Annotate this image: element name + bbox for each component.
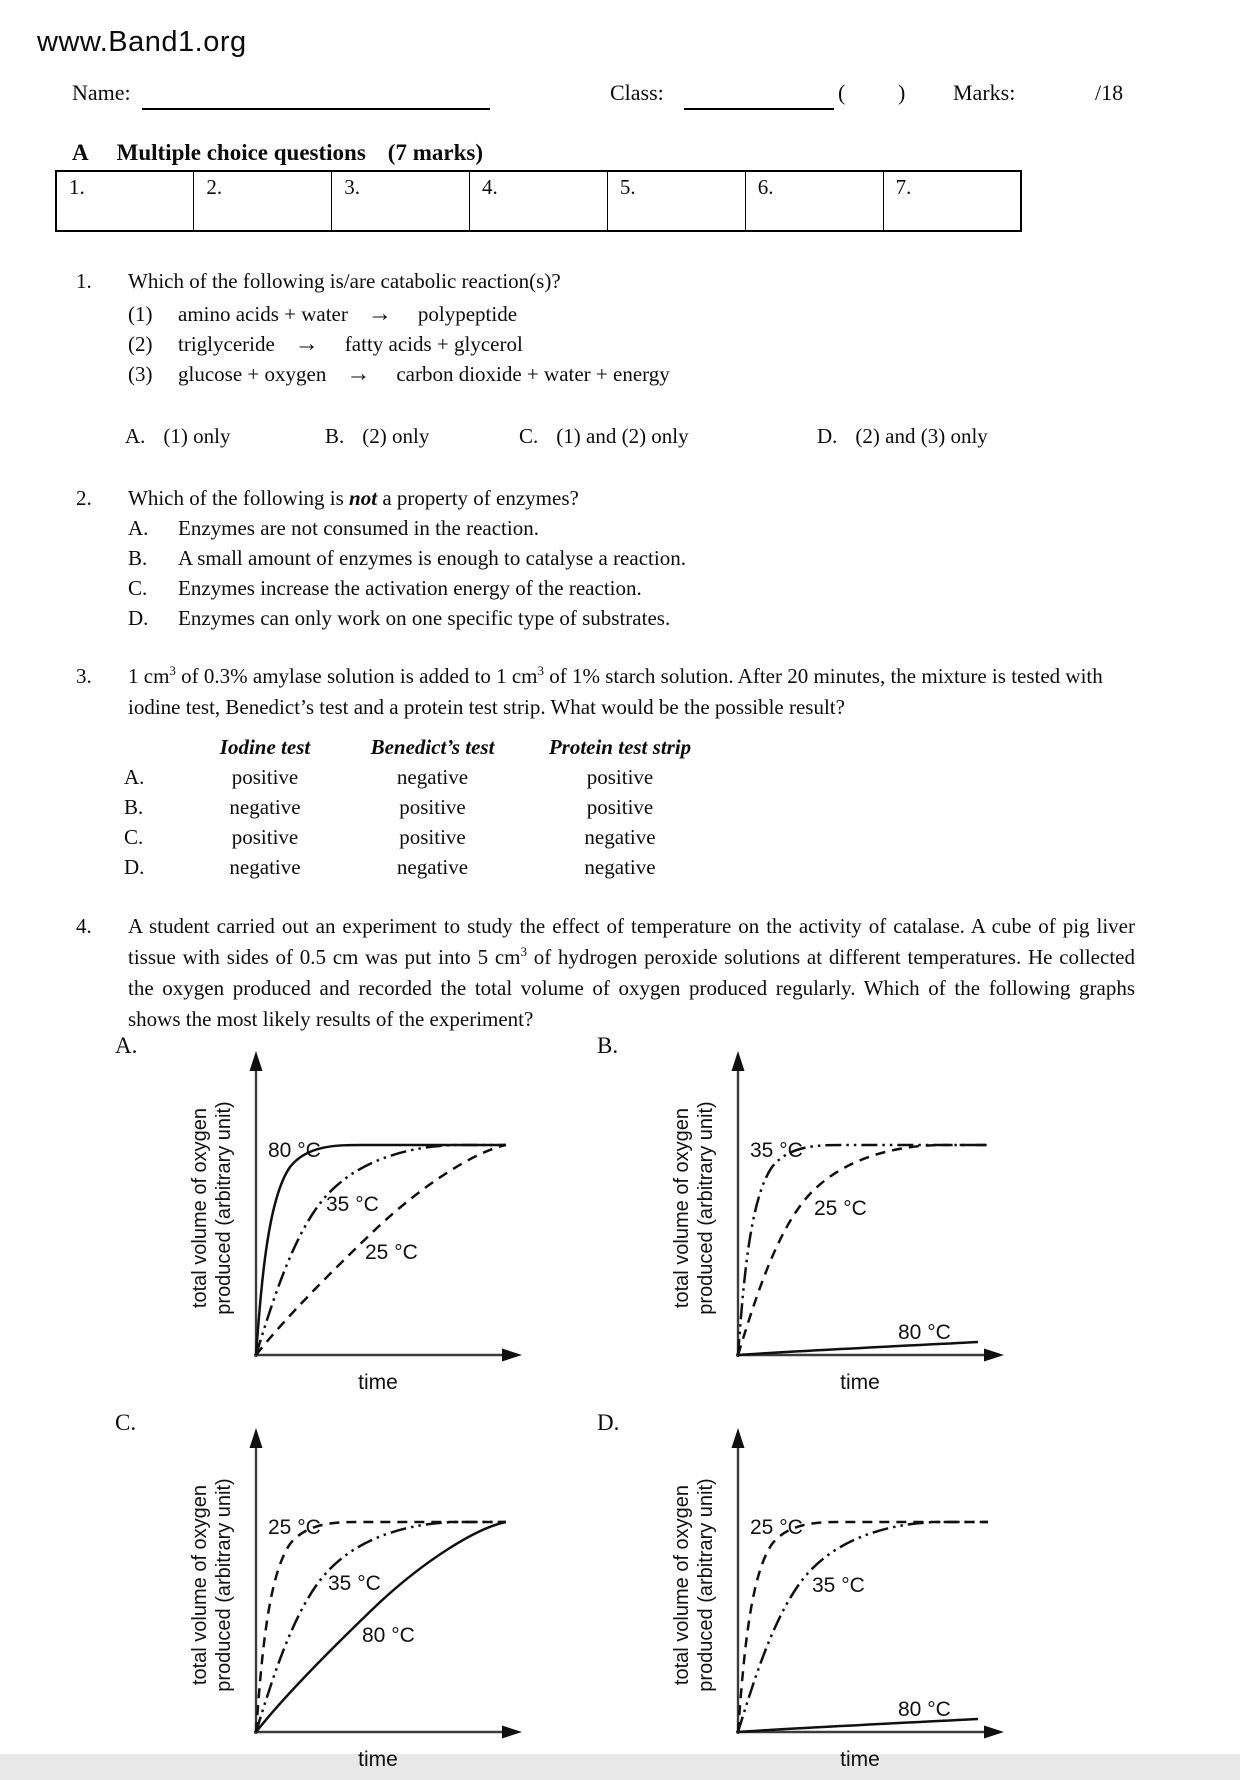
- graph-c-letter: C.: [115, 1410, 137, 1435]
- y-axis-label-line1: total volume of oxygen: [671, 1107, 693, 1309]
- x-axis-arrow-icon: [502, 1349, 522, 1362]
- emphasized-not: not: [349, 486, 378, 510]
- test-results-header-row: [124, 732, 1128, 762]
- option-d-text: Enzymes can only work on one specific type of substrates.: [178, 606, 671, 630]
- question-4-stem: [76, 911, 1135, 1035]
- option-a-letter: A.: [128, 516, 149, 540]
- answer-cell-2: 2.: [194, 171, 332, 231]
- class-label: Class:: [610, 80, 664, 105]
- option-c-text: Enzymes increase the activation energy of the reaction.: [178, 576, 642, 600]
- x-axis-label: time: [358, 1371, 398, 1394]
- y-axis-arrow-icon: [732, 1428, 745, 1448]
- curve-label-25c: 25 °C: [365, 1241, 418, 1264]
- column-header-benedict: Benedict’s test: [370, 735, 495, 759]
- option-c: [519, 421, 689, 451]
- graph-b-letter: B.: [597, 1033, 619, 1058]
- class-number-paren-open: (: [838, 80, 846, 105]
- answer-cell-1: 1.: [56, 171, 194, 231]
- class-blank-line: [684, 108, 834, 110]
- y-axis-label-line2: produced (arbitrary unit): [213, 1101, 235, 1315]
- y-axis-label-line2: produced (arbitrary unit): [695, 1478, 717, 1692]
- question-1-stem: [76, 266, 670, 296]
- curve-label-25c: 25 °C: [268, 1516, 321, 1539]
- question-4: [76, 911, 1135, 1035]
- reaction-3-number: (3): [128, 362, 153, 386]
- y-axis-arrow-icon: [250, 1428, 263, 1448]
- graph-option-b: [592, 1031, 1072, 1403]
- reaction-1-number: (1): [128, 302, 153, 326]
- graph-option-c: [110, 1408, 590, 1780]
- row-d-benedict: negative: [396, 855, 469, 879]
- option-a-text: (1) only: [163, 424, 231, 448]
- reaction-2-number: (2): [128, 332, 153, 356]
- reaction-item-3: [128, 359, 670, 389]
- question-2: [76, 483, 686, 633]
- table-row-d: [124, 852, 1128, 882]
- answer-cell-7: 7.: [883, 171, 1021, 231]
- section-title: Multiple choice questions: [116, 140, 366, 165]
- curve-label-80c: 80 °C: [898, 1321, 951, 1344]
- y-axis-label-line1: total volume of oxygen: [671, 1484, 693, 1686]
- x-axis-arrow-icon: [984, 1726, 1004, 1739]
- column-header-protein: Protein test strip: [548, 735, 692, 759]
- y-axis-label-line1: total volume of oxygen: [189, 1107, 211, 1309]
- section-heading: [72, 140, 483, 166]
- curve-label-35c: 35 °C: [750, 1139, 803, 1162]
- answer-cell-3: 3.: [332, 171, 470, 231]
- option-d: [817, 421, 988, 451]
- question-3: [76, 661, 1128, 882]
- x-axis-label: time: [840, 1748, 880, 1771]
- question-1: [76, 266, 988, 455]
- option-c-letter: C.: [128, 576, 148, 600]
- reaction-1-products: polypeptide: [417, 302, 518, 326]
- table-row-c: [124, 822, 1128, 852]
- class-number-paren-close: ): [898, 80, 906, 105]
- superscript-3: 3: [537, 663, 545, 678]
- option-b-text: A small amount of enzymes is enough to catalyse a reaction.: [178, 546, 686, 570]
- column-header-iodine: Iodine test: [219, 735, 311, 759]
- curve-label-25c: 25 °C: [814, 1197, 867, 1220]
- graph-c-plot: [120, 1422, 550, 1772]
- x-axis-label: time: [840, 1371, 880, 1394]
- table-row-b: [124, 792, 1128, 822]
- curve-label-35c: 35 °C: [812, 1574, 865, 1597]
- y-axis-label-line2: produced (arbitrary unit): [213, 1478, 235, 1692]
- row-a-protein: positive: [586, 765, 654, 789]
- option-b: [325, 421, 429, 451]
- option-c: [128, 573, 686, 603]
- table-row-a: [124, 762, 1128, 792]
- x-axis-arrow-icon: [984, 1349, 1004, 1362]
- option-c-text: (1) and (2) only: [556, 424, 689, 448]
- answer-cell-6: 6.: [745, 171, 883, 231]
- row-c-benedict: positive: [399, 825, 466, 849]
- option-b: [128, 543, 686, 573]
- option-d: [128, 603, 686, 633]
- reaction-3-products: carbon dioxide + water + energy: [396, 362, 670, 386]
- section-marks: (7 marks): [387, 140, 483, 165]
- option-d-text: (2) and (3) only: [855, 424, 988, 448]
- question-3-number: 3.: [76, 664, 92, 688]
- test-results-table: [124, 732, 1128, 882]
- row-b-letter: B.: [124, 795, 144, 819]
- row-d-protein: negative: [584, 855, 656, 879]
- superscript-3: 3: [520, 944, 527, 959]
- curve-label-80c: 80 °C: [362, 1624, 415, 1647]
- row-a-letter: A.: [124, 765, 145, 789]
- question-4-stem-text: A student carried out an experiment to study the effect of temperature on the activity of catalase. A cube of pig liver tissue with sides of 0.5 cm was put into 5 $cm^3$ of hydrogen peroxide solutions at different temperatures. He collected the oxygen produced and recorded the total volume of oxygen produced regularly. Which of the following graphs shows the most likely results of the experiment?: [128, 914, 1135, 1031]
- answer-cell-5: 5.: [607, 171, 745, 231]
- question-2-number: 2.: [76, 486, 92, 510]
- reaction-item-1: [128, 299, 670, 329]
- graph-a-letter: A.: [115, 1033, 138, 1058]
- graph-d-letter: D.: [597, 1410, 620, 1435]
- y-axis-label-line2: produced (arbitrary unit): [695, 1101, 717, 1315]
- marks-label: Marks:: [953, 80, 1016, 105]
- name-blank-line: [142, 108, 490, 110]
- right-arrow-icon: →: [346, 360, 371, 387]
- graph-a-plot: [120, 1045, 550, 1395]
- question-3-stem: [76, 661, 1128, 723]
- option-c-letter: C.: [519, 424, 539, 448]
- name-label: Name:: [72, 80, 131, 105]
- y-axis-label-line1: total volume of oxygen: [189, 1484, 211, 1686]
- option-d-letter: D.: [128, 606, 149, 630]
- graph-b-plot: [602, 1045, 1032, 1395]
- option-d-letter: D.: [817, 424, 838, 448]
- option-b-letter: B.: [128, 546, 148, 570]
- site-logo: www.Band1.org: [37, 26, 247, 58]
- row-c-iodine: positive: [231, 825, 299, 849]
- row-b-protein: positive: [586, 795, 654, 819]
- option-a-letter: A.: [125, 424, 146, 448]
- answer-cell-4: 4.: [470, 171, 608, 231]
- graph-option-a: [110, 1031, 590, 1403]
- question-4-number: 4.: [76, 914, 92, 938]
- row-d-letter: D.: [124, 855, 145, 879]
- row-c-protein: negative: [584, 825, 656, 849]
- question-1-stem-text: Which of the following is/are catabolic reaction(s)?: [128, 269, 561, 293]
- x-axis-arrow-icon: [502, 1726, 522, 1739]
- option-a: [128, 513, 686, 543]
- curve-label-25c: 25 °C: [750, 1516, 803, 1539]
- curve-label-80c: 80 °C: [268, 1139, 321, 1162]
- curve-label-35c: 35 °C: [328, 1572, 381, 1595]
- reaction-2-products: fatty acids + glycerol: [344, 332, 523, 356]
- graph-d-plot: [602, 1422, 1032, 1772]
- y-axis-arrow-icon: [250, 1051, 263, 1071]
- row-b-benedict: positive: [399, 795, 466, 819]
- x-axis-label: time: [358, 1748, 398, 1771]
- row-a-iodine: positive: [231, 765, 299, 789]
- section-letter: A: [72, 140, 89, 165]
- reaction-2-reactants: triglyceride: [178, 332, 275, 356]
- question-2-stem: [76, 483, 686, 513]
- option-b-letter: B.: [325, 424, 345, 448]
- right-arrow-icon: →: [294, 330, 319, 357]
- reaction-item-2: [128, 329, 670, 359]
- marks-total: /18: [1095, 80, 1124, 105]
- row-a-benedict: negative: [396, 765, 469, 789]
- paper-header: [0, 80, 1240, 120]
- y-axis-arrow-icon: [732, 1051, 745, 1071]
- superscript-3: 3: [169, 663, 176, 678]
- reaction-3-reactants: glucose + oxygen: [178, 362, 327, 386]
- answer-grid: [55, 170, 1022, 232]
- graph-option-d: [592, 1408, 1072, 1780]
- reaction-1-reactants: amino acids + water: [178, 302, 348, 326]
- right-arrow-icon: →: [367, 300, 392, 327]
- question-2-stem-text: Which of the following is not a property of enzymes?: [128, 486, 579, 510]
- question-3-stem-text: 1 $cm^3$ of 0.3% amylase solution is added to 1 $cm^3$ of 1% starch solution. After 20 minutes, the mixture is tested with iodine test, Benedict’s test and a protein test strip. What would be the possible result?: [128, 663, 1103, 719]
- option-b-text: (2) only: [362, 424, 430, 448]
- row-c-letter: C.: [124, 825, 144, 849]
- row-b-iodine: negative: [229, 795, 301, 819]
- curve-label-35c: 35 °C: [326, 1193, 379, 1216]
- option-a-text: Enzymes are not consumed in the reaction.: [178, 516, 539, 540]
- curve-label-80c: 80 °C: [898, 1698, 951, 1721]
- row-d-iodine: negative: [229, 855, 301, 879]
- option-a: [125, 421, 231, 451]
- question-1-number: 1.: [76, 269, 92, 293]
- question-1-options: [76, 421, 988, 455]
